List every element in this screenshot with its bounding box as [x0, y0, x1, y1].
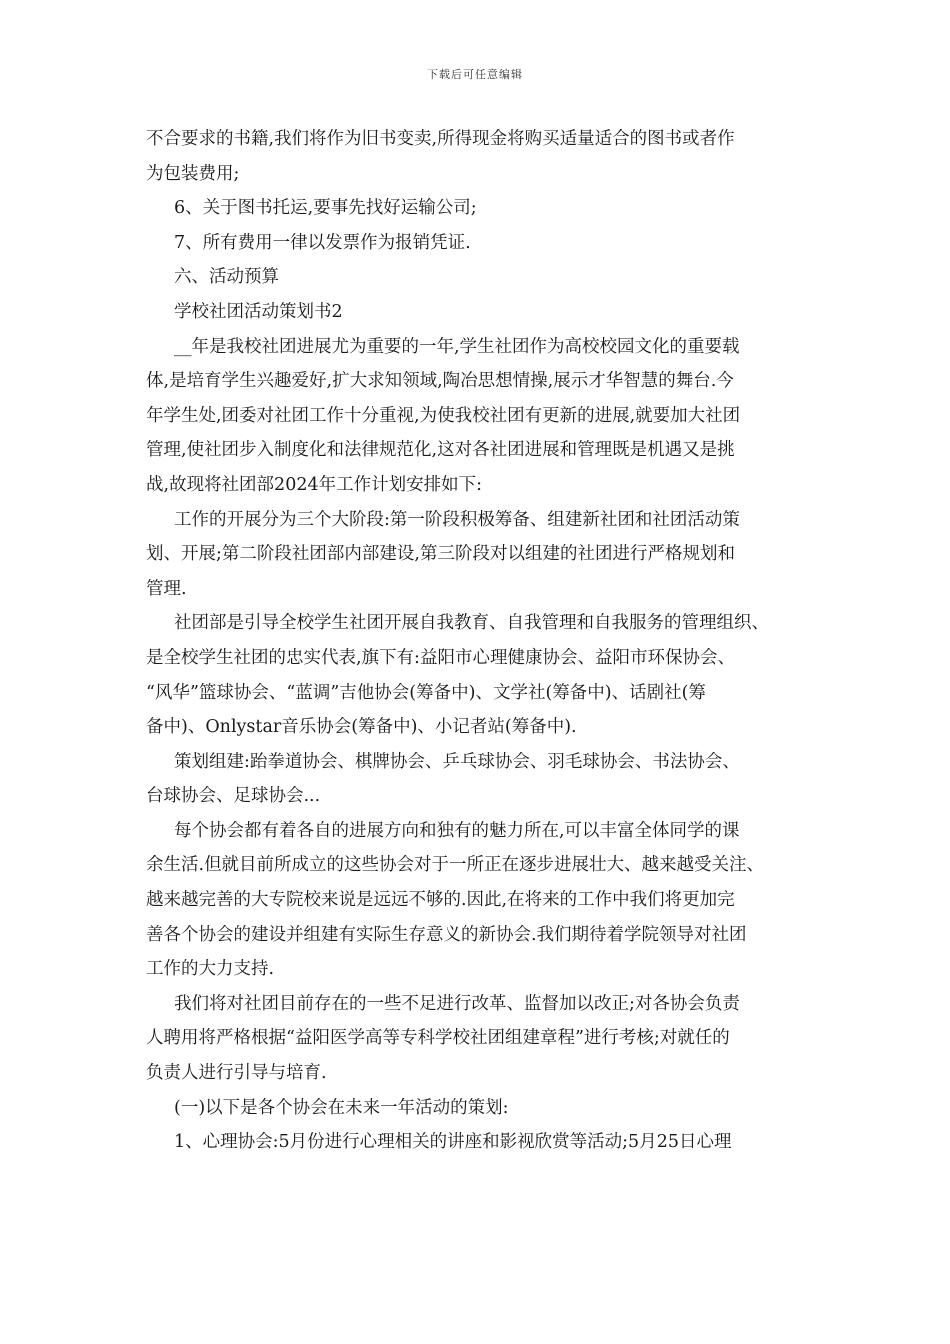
page-header-note: 下载后可任意编辑: [427, 68, 523, 81]
text-line: 策划组建:跆拳道协会、棋牌协会、乒乓球协会、羽毛球协会、书法协会、: [174, 751, 740, 772]
text-line: 六、活动预算: [174, 267, 279, 288]
text-line: 社团部是引导全校学生社团开展自我教育、自我管理和自我服务的管理组织、: [174, 613, 769, 634]
text-line: 余生活.但就目前所成立的这些协会对于一所正在逐步进展壮大、越来越受关注、: [146, 855, 765, 876]
text-line: 备中)、Onlystar音乐协会(筹备中)、小记者站(筹备中).: [146, 717, 577, 738]
text-line: 善各个协会的建设并组建有实际生存意义的新协会.我们期待着学院领导对社团: [146, 924, 747, 945]
text-line: 是全校学生社团的忠实代表,旗下有:益阳市心理健康协会、益阳市环保协会、: [146, 647, 735, 668]
text-line: 工作的大力支持.: [146, 959, 275, 980]
text-line: 6、关于图书托运,要事先找好运输公司;: [174, 198, 477, 219]
text-line: 每个协会都有着各自的进展方向和独有的魅力所在,可以丰富全体同学的课: [174, 820, 740, 841]
text-line: 负责人进行引导与培育.: [146, 1063, 327, 1084]
text-line: 台球协会、足球协会...: [146, 786, 321, 807]
text-line: 7、所有费用一律以发票作为报销凭证.: [174, 232, 471, 253]
text-line: 管理,使社团步入制度化和法律规范化,这对各社团进展和管理既是机遇又是挑: [146, 440, 735, 461]
text-line: 划、开展;第二阶段社团部内部建设,第三阶段对以组建的社团进行严格规划和: [146, 544, 735, 565]
text-line: 战,故现将社团部2024年工作计划安排如下:: [146, 474, 482, 495]
text-line: __年是我校社团进展尤为重要的一年,学生社团作为高校校园文化的重要载: [174, 336, 740, 357]
text-line: 管理.: [146, 578, 187, 599]
text-line: 年学生处,团委对社团工作十分重视,为使我校社团有更新的进展,就要加大社团: [146, 405, 741, 426]
text-line: 体,是培育学生兴趣爱好,扩大求知领域,陶冶思想情操,展示才华智慧的舞台.今: [146, 371, 734, 392]
text-line: 不合要求的书籍,我们将作为旧书变卖,所得现金将购买适量适合的图书或者作: [146, 129, 735, 149]
text-line: 我们将对社团目前存在的一些不足进行改革、监督加以改正;对各协会负责: [174, 993, 740, 1014]
text-line: 学校社团活动策划书2: [174, 301, 343, 322]
document-body: [146, 122, 810, 1160]
text-line: 越来越完善的大专院校来说是远远不够的.因此,在将来的工作中我们将更加完: [146, 890, 735, 911]
text-line: 为包装费用;: [146, 163, 240, 184]
text-line: 人聘用将严格根据“益阳医学高等专科学校社团组建章程”进行考核;对就任的: [146, 1028, 730, 1049]
text-line: “风华”篮球协会、“蓝调”吉他协会(筹备中)、文学社(筹备中)、话剧社(筹: [146, 682, 706, 703]
text-line: 1、心理协会:5月份进行心理相关的讲座和影视欣赏等活动;5月25日心理: [174, 1132, 732, 1153]
text-line: (一)以下是各个协会在未来一年活动的策划:: [174, 1097, 509, 1118]
text-line: 工作的开展分为三个大阶段:第一阶段积极筹备、组建新社团和社团活动策: [174, 509, 740, 530]
